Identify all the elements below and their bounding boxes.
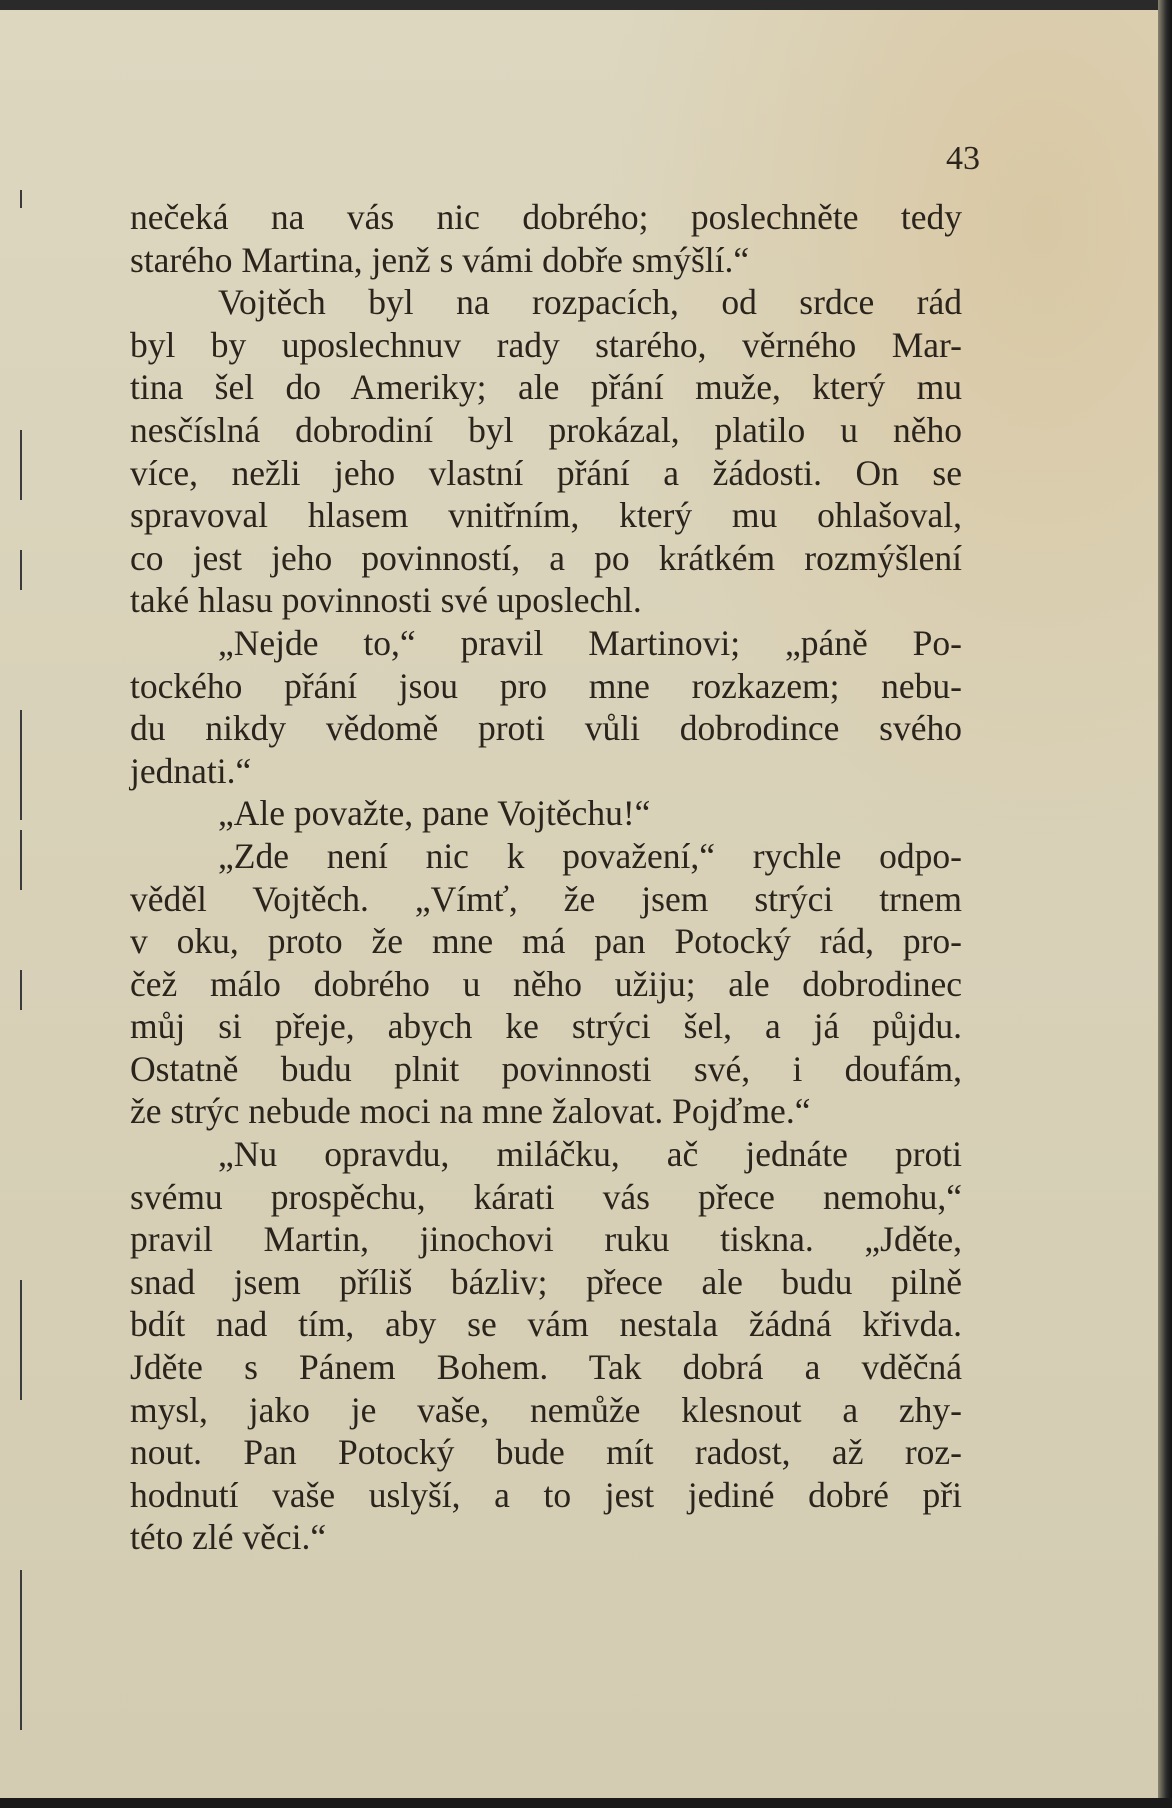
text-line: spravoval hlasem vnitřním, který mu ohlašoval,: [130, 495, 962, 536]
text-line: „Zde není nic k považení,“ rychle odpo-: [218, 835, 962, 876]
binding-mark: [20, 1570, 22, 1730]
text-line: Ostatně budu plnit povinnosti své, i doufám,: [130, 1048, 962, 1089]
text-line: v oku, proto že mne má pan Potocký rád, pro-: [130, 921, 962, 962]
page-edge-shadow: [1158, 0, 1172, 1798]
text-line: hodnutí vaše uslyší, a to jest jediné dobré při: [130, 1474, 962, 1515]
text-line: tockého přání jsou pro mne rozkazem; nebu-: [130, 665, 962, 706]
text-line: du nikdy vědomě proti vůli dobrodince svého: [130, 708, 962, 749]
body-text: [130, 196, 962, 1559]
text-line: nečeká na vás nic dobrého; poslechněte tedy: [130, 197, 962, 237]
text-line: více, nežli jeho vlastní přání a žádosti. On se: [130, 452, 962, 493]
text-line: čež málo dobrého u něho užiju; ale dobrodinec: [130, 963, 962, 1004]
text-line: můj si přeje, abych ke strýci šel, a já půjdu.: [130, 1006, 962, 1047]
text-line: jednati.“: [130, 750, 252, 791]
text-line: že strýc nebude moci na mne žalovat. Pojďme.“: [130, 1091, 811, 1132]
text-line: „Nejde to,“ pravil Martinovi; „páně Po-: [218, 622, 962, 663]
text-line: co jest jeho povinností, a po krátkém rozmýšlení: [130, 537, 962, 578]
binding-mark: [20, 970, 22, 1010]
text-line: „Nu opravdu, miláčku, ač jednáte proti: [218, 1134, 962, 1175]
binding-mark: [20, 190, 22, 208]
text-line: snad jsem příliš bázliv; přece ale budu pilně: [130, 1261, 962, 1302]
text-line: tina šel do Ameriky; ale přání muže, který mu: [130, 367, 962, 408]
text-line: věděl Vojtěch. „Vímť, že jsem strýci trnem: [130, 878, 962, 919]
text-line: pravil Martin, jinochovi ruku tiskna. „Jděte,: [130, 1219, 962, 1260]
text-line: nout. Pan Potocký bude mít radost, až roz-: [130, 1432, 962, 1473]
text-line: Jděte s Pánem Bohem. Tak dobrá a vděčná: [130, 1347, 962, 1388]
binding-marks: [10, 10, 50, 1808]
text-line: Vojtěch byl na rozpacích, od srdce rád: [218, 282, 962, 323]
text-line: „Ale považte, pane Vojtěchu!“: [218, 793, 651, 834]
text-line: bdít nad tím, aby se vám nestala žádná křivda.: [130, 1304, 962, 1345]
text-line: této zlé věci.“: [130, 1517, 327, 1558]
text-line: nesčíslná dobrodiní byl prokázal, platilo u něho: [130, 409, 962, 450]
binding-mark: [20, 550, 22, 590]
binding-mark: [20, 830, 22, 890]
text-line: také hlasu povinnosti své uposlechl.: [130, 580, 642, 621]
binding-mark: [20, 430, 22, 500]
page-number: 43: [946, 140, 980, 177]
binding-mark: [20, 710, 22, 820]
text-line: mysl, jako je vaše, nemůže klesnout a zhy-: [130, 1389, 962, 1430]
binding-mark: [20, 1280, 22, 1400]
text-line: byl by uposlechnuv rady starého, věrného Mar-: [130, 324, 962, 365]
text-line: starého Martina, jenž s vámi dobře smýšlí.“: [130, 239, 750, 280]
text-line: svému prospěchu, kárati vás přece nemohu,“: [130, 1176, 962, 1217]
